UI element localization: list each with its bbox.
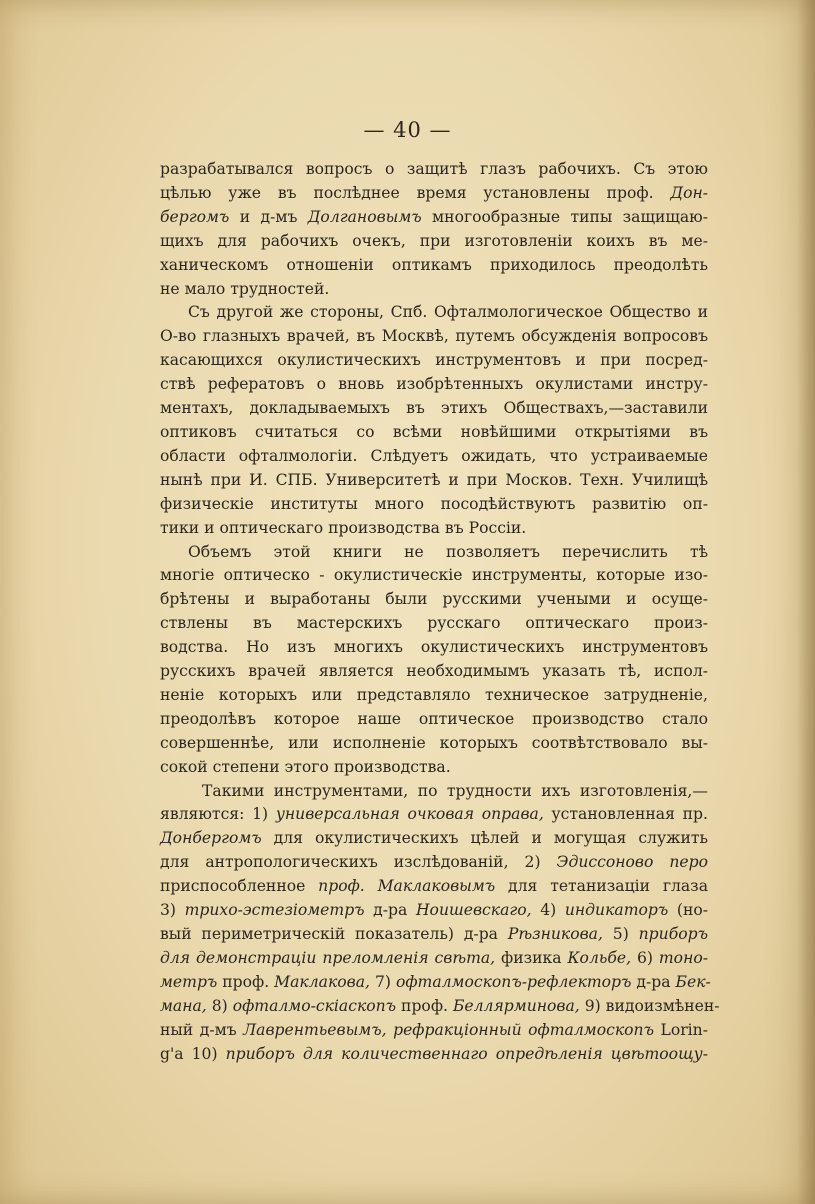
italic-text: Долгановымъ xyxy=(307,207,422,226)
text-line xyxy=(160,995,720,1019)
text-line xyxy=(160,851,708,875)
text-run: (но- xyxy=(668,901,709,920)
text-line xyxy=(160,493,708,517)
italic-text: приборъ для количественнаго опредѣленія цвѣтоощу- xyxy=(225,1044,708,1063)
text-run: вый периметрическій показатель) д-ра xyxy=(160,925,508,943)
text-run: 6) xyxy=(631,948,659,967)
text-run: и д-мъ xyxy=(229,207,308,226)
text-line xyxy=(160,636,708,660)
text-run: не мало трудностей. xyxy=(160,279,330,298)
text-line xyxy=(160,541,708,565)
italic-text: проф. Маклаковымъ xyxy=(318,877,496,896)
text-line xyxy=(160,278,708,302)
text-line xyxy=(160,971,711,995)
text-line xyxy=(160,254,708,278)
italic-text: Донбергомъ xyxy=(160,829,262,848)
text-line xyxy=(160,349,708,373)
text-run: проф. xyxy=(217,972,275,991)
text-run: ствѣ рефератовъ о вновь изобрѣтенныхъ окулистами инстру- xyxy=(160,375,708,394)
text-run: физика xyxy=(495,948,568,967)
text-run: ствлены въ мастерскихъ русскаго оптическаго произ- xyxy=(160,614,708,633)
text-run: 5) xyxy=(602,925,639,943)
italic-text: тоно- xyxy=(658,948,708,967)
text-line xyxy=(160,564,708,588)
text-line xyxy=(160,732,708,756)
text-line xyxy=(160,158,708,182)
italic-text: приборъ xyxy=(638,925,708,943)
text-run: для антропологическихъ изслѣдованій, 2) xyxy=(160,853,557,872)
italic-text: Кольбе, xyxy=(567,948,632,967)
italic-text: Ноишевскаго, xyxy=(415,901,532,920)
text-line xyxy=(160,756,708,780)
page-number: — 40 — xyxy=(363,118,452,142)
text-line xyxy=(160,206,708,230)
text-run: для окулистическихъ цѣлей и могущая служить xyxy=(261,829,708,848)
text-run: ханическомъ отношеніи оптикамъ приходилось преодолѣть xyxy=(160,255,708,274)
italic-text: Рѣзникова, xyxy=(507,925,603,943)
text-run: тики и оптическаго производства въ Россіи. xyxy=(160,518,527,537)
text-run: неніе которыхъ или представляло техническое затрудненіе, xyxy=(160,685,708,704)
page-edge-shadow xyxy=(797,0,815,1204)
text-run: брѣтены и выработаны были русскими учеными и осуще- xyxy=(160,590,708,609)
italic-text: Лаврентьевымъ, рефракціонный офталмоскопъ xyxy=(243,1020,654,1039)
text-run: Такими инструментами, по трудности ихъ изготовленія,— xyxy=(202,781,708,800)
text-run: сокой степени этого производства. xyxy=(160,757,451,776)
text-line xyxy=(160,397,708,421)
text-run: Lorin- xyxy=(653,1020,708,1039)
paragraph xyxy=(160,541,708,780)
text-run: нынѣ при И. СПБ. Университетѣ и при Москов. Техн. Училищѣ xyxy=(160,470,708,489)
text-line xyxy=(160,325,708,349)
text-line xyxy=(160,947,708,971)
text-run: оптиковъ считаться со всѣми новѣйшими открытіями въ xyxy=(160,422,708,441)
italic-text: для демонстраціи преломленія свѣта, xyxy=(160,948,496,967)
text-run: многіе оптическо - окулистическіе инструменты, которые изо- xyxy=(160,566,708,585)
text-run: проф. xyxy=(396,996,453,1015)
italic-text: мана, xyxy=(160,996,207,1015)
text-run: установленная пр. xyxy=(543,805,708,824)
text-line xyxy=(160,1043,708,1067)
text-run: 3) xyxy=(160,901,185,920)
text-line xyxy=(160,445,708,469)
paragraph xyxy=(160,158,708,301)
italic-text: бергомъ xyxy=(160,207,230,226)
text-run: водства. Но изъ многихъ окулистическихъ инструментовъ xyxy=(160,638,708,657)
text-run: д-ра xyxy=(631,972,676,991)
text-run: приспособленное xyxy=(160,877,319,896)
text-line xyxy=(160,182,708,206)
text-run: щихъ для рабочихъ очекъ, при изготовленіи коихъ въ ме- xyxy=(160,231,708,250)
paragraph xyxy=(160,301,708,540)
italic-text: индикаторъ xyxy=(564,901,669,920)
text-run: разрабатывался вопросъ о защитѣ глазъ рабочихъ. Съ этою xyxy=(160,160,708,178)
text-line xyxy=(160,1019,708,1043)
text-run: совершеннѣе, или исполненіе которыхъ соотвѣтствовало вы- xyxy=(160,733,708,752)
text-line xyxy=(160,684,708,708)
italic-text: Беллярминова, xyxy=(452,996,580,1015)
text-run: 7) xyxy=(370,972,396,991)
text-line xyxy=(160,230,708,254)
text-line xyxy=(160,780,708,804)
text-line xyxy=(160,301,708,325)
text-run: Съ другой же стороны, Спб. Офталмологическое Общество и xyxy=(188,303,708,322)
text-line xyxy=(160,708,708,732)
text-run: 9) видоизмѣнен- xyxy=(579,996,720,1015)
text-line xyxy=(160,660,708,684)
text-run: являются: 1) xyxy=(160,805,276,824)
text-run: ный д-мъ xyxy=(160,1020,244,1039)
text-run: физическіе институты много посодѣйствуютъ развитію оп- xyxy=(160,494,708,513)
italic-text: офталмоскопъ-рефлекторъ xyxy=(395,972,632,991)
text-line xyxy=(160,421,708,445)
text-line xyxy=(160,827,708,851)
text-run: касающихся окулистическихъ инструментовъ и при посред- xyxy=(160,351,708,370)
italic-text: трихо-эстезіометръ xyxy=(184,901,365,920)
text-line xyxy=(160,612,708,636)
text-run: д-ра xyxy=(364,901,416,920)
text-run: для тетанизаціи глаза xyxy=(495,877,708,896)
text-run: преодолѣвъ которое наше оптическое производство стало xyxy=(160,709,708,728)
italic-text: Маклакова, xyxy=(274,972,371,991)
text-line xyxy=(160,588,708,612)
text-line xyxy=(160,469,708,493)
text-line xyxy=(160,517,708,541)
paragraph xyxy=(160,780,720,1067)
italic-text: Бек- xyxy=(675,972,711,991)
text-run: многообразные типы защищаю- xyxy=(421,207,709,226)
text-line xyxy=(160,803,708,827)
body-text xyxy=(160,158,720,1066)
italic-text: Эдиссоново перо xyxy=(556,853,709,872)
text-run: цѣлью уже въ послѣднее время установлены проф. xyxy=(160,183,671,202)
text-run: 8) xyxy=(206,996,233,1015)
text-run: 4) xyxy=(531,901,565,920)
italic-text: универсальная очковая оправа, xyxy=(275,805,544,824)
text-run: области офталмологіи. Слѣдуетъ ожидать, что устраиваемые xyxy=(160,446,708,465)
text-line xyxy=(160,923,708,947)
text-line xyxy=(160,373,708,397)
italic-text: метръ xyxy=(160,972,218,991)
text-run: ментахъ, докладываемыхъ въ этихъ Обществахъ,—заставили xyxy=(160,399,708,418)
italic-text: Дон- xyxy=(670,183,708,202)
text-run: О-во глазныхъ врачей, въ Москвѣ, путемъ обсужденія вопросовъ xyxy=(160,327,708,346)
text-run: g'a 10) xyxy=(160,1044,226,1063)
text-line xyxy=(160,899,708,923)
text-line xyxy=(160,875,708,899)
text-run: Объемъ этой книги не позволяетъ перечислить тѣ xyxy=(188,542,708,561)
italic-text: офталмо-скіаскопъ xyxy=(232,996,397,1015)
text-run: русскихъ врачей является необходимымъ указать тѣ, испол- xyxy=(160,662,708,681)
